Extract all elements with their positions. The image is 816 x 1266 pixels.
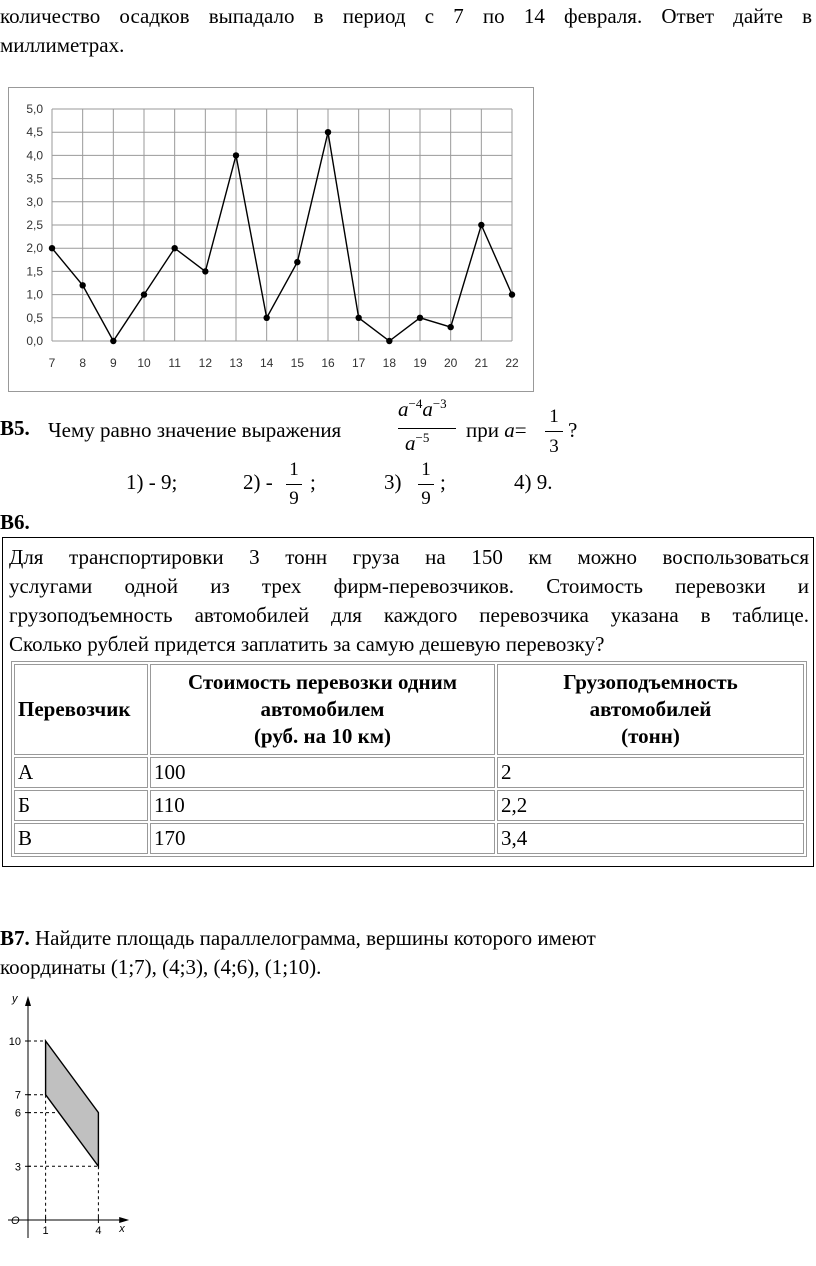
data-point	[263, 315, 269, 321]
y-tick-label: 10	[8, 1036, 21, 1048]
precipitation-chart-frame	[8, 87, 534, 392]
data-point	[294, 259, 300, 265]
b5-numerator	[398, 396, 447, 422]
b6-line-1: Для транспортировки 3 тонн груза на 150 км можно воспользоваться	[9, 545, 809, 569]
x-tick-label: 4	[95, 1225, 102, 1237]
x-tick-label: 11	[168, 356, 181, 370]
b7-label: B7.	[0, 926, 30, 950]
data-point	[141, 291, 147, 297]
b5-option-1: 1) - 9;	[126, 470, 178, 494]
data-point	[233, 152, 239, 158]
data-point	[110, 338, 116, 344]
table-header-row	[14, 664, 804, 755]
b5-var: a	[504, 418, 515, 442]
b5-option-4: 4) 9.	[514, 470, 553, 494]
y-tick-label: 3,5	[26, 171, 43, 186]
b5-option-2-den: 9	[289, 488, 299, 509]
cell-carrier: А	[14, 757, 148, 788]
data-point	[171, 245, 177, 251]
data-point	[355, 315, 361, 321]
b5-qmark: ?	[568, 418, 578, 442]
cell-cost: 170	[150, 823, 495, 854]
b5-option-3-suffix: ;	[440, 470, 446, 494]
header-capacity-line-2: автомобилей	[589, 697, 712, 721]
data-point	[49, 245, 55, 251]
b5-den-exp: −5	[415, 430, 430, 445]
y-tick-label: 5,0	[26, 102, 43, 116]
b5-option-3-prefix: 3)	[384, 470, 402, 494]
intro-line-2: миллиметрах.	[0, 33, 125, 57]
data-point	[478, 222, 484, 228]
y-tick-label: 4,0	[26, 148, 43, 163]
carriers-table	[11, 661, 807, 857]
data-point	[386, 338, 392, 344]
b6-problem-box	[2, 537, 814, 867]
data-point	[202, 268, 208, 274]
x-tick-label: 8	[79, 356, 87, 370]
table-row	[14, 823, 804, 854]
y-axis-arrow	[25, 996, 31, 1006]
x-tick-label: 13	[229, 356, 243, 370]
data-point	[325, 129, 331, 135]
y-tick-label: 4,5	[26, 125, 43, 140]
b5-value-line	[545, 431, 563, 432]
x-tick-label: 20	[443, 356, 458, 370]
b7-text-1: Найдите площадь параллелограмма, вершины которого имеют	[35, 926, 596, 950]
x-tick-label: 18	[382, 356, 397, 370]
b5-option-2-num: 1	[289, 459, 299, 480]
table-row	[14, 757, 804, 788]
cell-capacity: 2,2	[497, 790, 804, 821]
b5-fraction-line	[398, 428, 456, 429]
x-tick-label: 1	[42, 1225, 49, 1237]
x-tick-label: 10	[137, 356, 151, 370]
x-tick-label: 15	[290, 356, 305, 370]
b5-num-base-1: a	[398, 397, 409, 421]
x-tick-label: 12	[198, 356, 213, 370]
header-cost-line-2: автомобилем	[260, 697, 385, 721]
b5-value-den: 3	[549, 436, 559, 457]
origin-label: O	[11, 1215, 20, 1227]
b5-option-2-prefix: 2) -	[243, 470, 273, 494]
b7-line-2: координаты (1;7), (4;3), (4;6), (1;10).	[0, 955, 322, 979]
b5-eq: =	[514, 418, 527, 442]
b6-line-3: грузоподъемность автомобилей для каждого перевозчика указана в таблице.	[9, 603, 809, 627]
header-cost-line-1: Стоимость перевозки одним	[187, 670, 458, 694]
cell-cost: 110	[150, 790, 495, 821]
cell-capacity: 2	[497, 757, 804, 788]
x-tick-label: 19	[413, 356, 427, 370]
data-point	[417, 315, 423, 321]
data-point	[447, 324, 453, 330]
y-tick-label: 2,5	[26, 218, 43, 232]
b5-option-3-line	[418, 484, 434, 485]
b5-option-3-num: 1	[421, 459, 431, 480]
y-tick-label: 7	[14, 1089, 21, 1102]
b5-num-exp-1: −4	[408, 396, 423, 411]
x-tick-label: 16	[321, 356, 335, 370]
y-tick-label: 0,0	[26, 334, 43, 348]
intro-line-1: количество осадков выпадало в период с 7 по 14 февраля. Ответ дайте в	[0, 4, 812, 28]
y-axis-label: y	[12, 993, 18, 1005]
y-tick-label: 6	[14, 1107, 21, 1120]
data-point	[509, 291, 515, 297]
y-tick-label: 0,5	[26, 310, 43, 325]
b5-option-2-suffix: ;	[310, 470, 316, 494]
x-tick-label: 7	[48, 356, 56, 370]
data-point	[79, 282, 85, 288]
parallelogram-figure	[0, 990, 140, 1242]
y-tick-label: 1,5	[26, 264, 43, 279]
header-carrier: Перевозчик	[14, 664, 148, 755]
b5-value-num: 1	[549, 406, 559, 427]
header-capacity-line-1: Грузоподъемность	[563, 670, 738, 694]
cell-carrier: Б	[14, 790, 148, 821]
x-tick-label: 22	[505, 356, 519, 370]
header-capacity-line-3: (тонн)	[621, 724, 680, 748]
x-tick-label: 9	[109, 356, 117, 370]
b5-option-3-den: 9	[421, 488, 431, 509]
b5-option-2-line	[286, 484, 302, 485]
b5-condition	[466, 418, 527, 443]
b5-when: при	[466, 418, 499, 442]
x-tick-label: 17	[351, 356, 366, 370]
y-tick-label: 3,0	[26, 194, 43, 209]
x-axis-label: x	[119, 1223, 125, 1235]
b5-den-base: a	[405, 431, 416, 455]
header-cost	[150, 664, 495, 755]
b6-line-4: Сколько рублей придется заплатить за самую дешевую перевозку?	[9, 632, 605, 656]
cell-carrier: В	[14, 823, 148, 854]
header-capacity	[497, 664, 804, 755]
header-cost-line-3: (руб. на 10 км)	[253, 724, 392, 748]
x-tick-label: 21	[474, 356, 489, 370]
x-tick-label: 14	[259, 356, 274, 370]
y-tick-label: 2,0	[26, 241, 43, 256]
y-tick-label: 1,0	[26, 287, 43, 302]
b5-denominator	[405, 430, 429, 456]
table-row	[14, 790, 804, 821]
precipitation-line-chart	[9, 88, 533, 391]
b5-question: Чему равно значение выражения	[48, 418, 342, 442]
b6-label: B6.	[0, 510, 30, 534]
b7-line-1	[0, 924, 596, 953]
b5-num-base-2: a	[422, 397, 433, 421]
b5-label: B5.	[0, 416, 30, 440]
cell-cost: 100	[150, 757, 495, 788]
b6-line-2: услугами одной из трех фирм-перевозчиков. Стоимость перевозки и	[9, 574, 809, 598]
b5-num-exp-2: −3	[432, 396, 447, 411]
parallelogram	[46, 1041, 99, 1166]
y-tick-label: 3	[14, 1161, 21, 1174]
series-line	[52, 132, 512, 341]
cell-capacity: 3,4	[497, 823, 804, 854]
